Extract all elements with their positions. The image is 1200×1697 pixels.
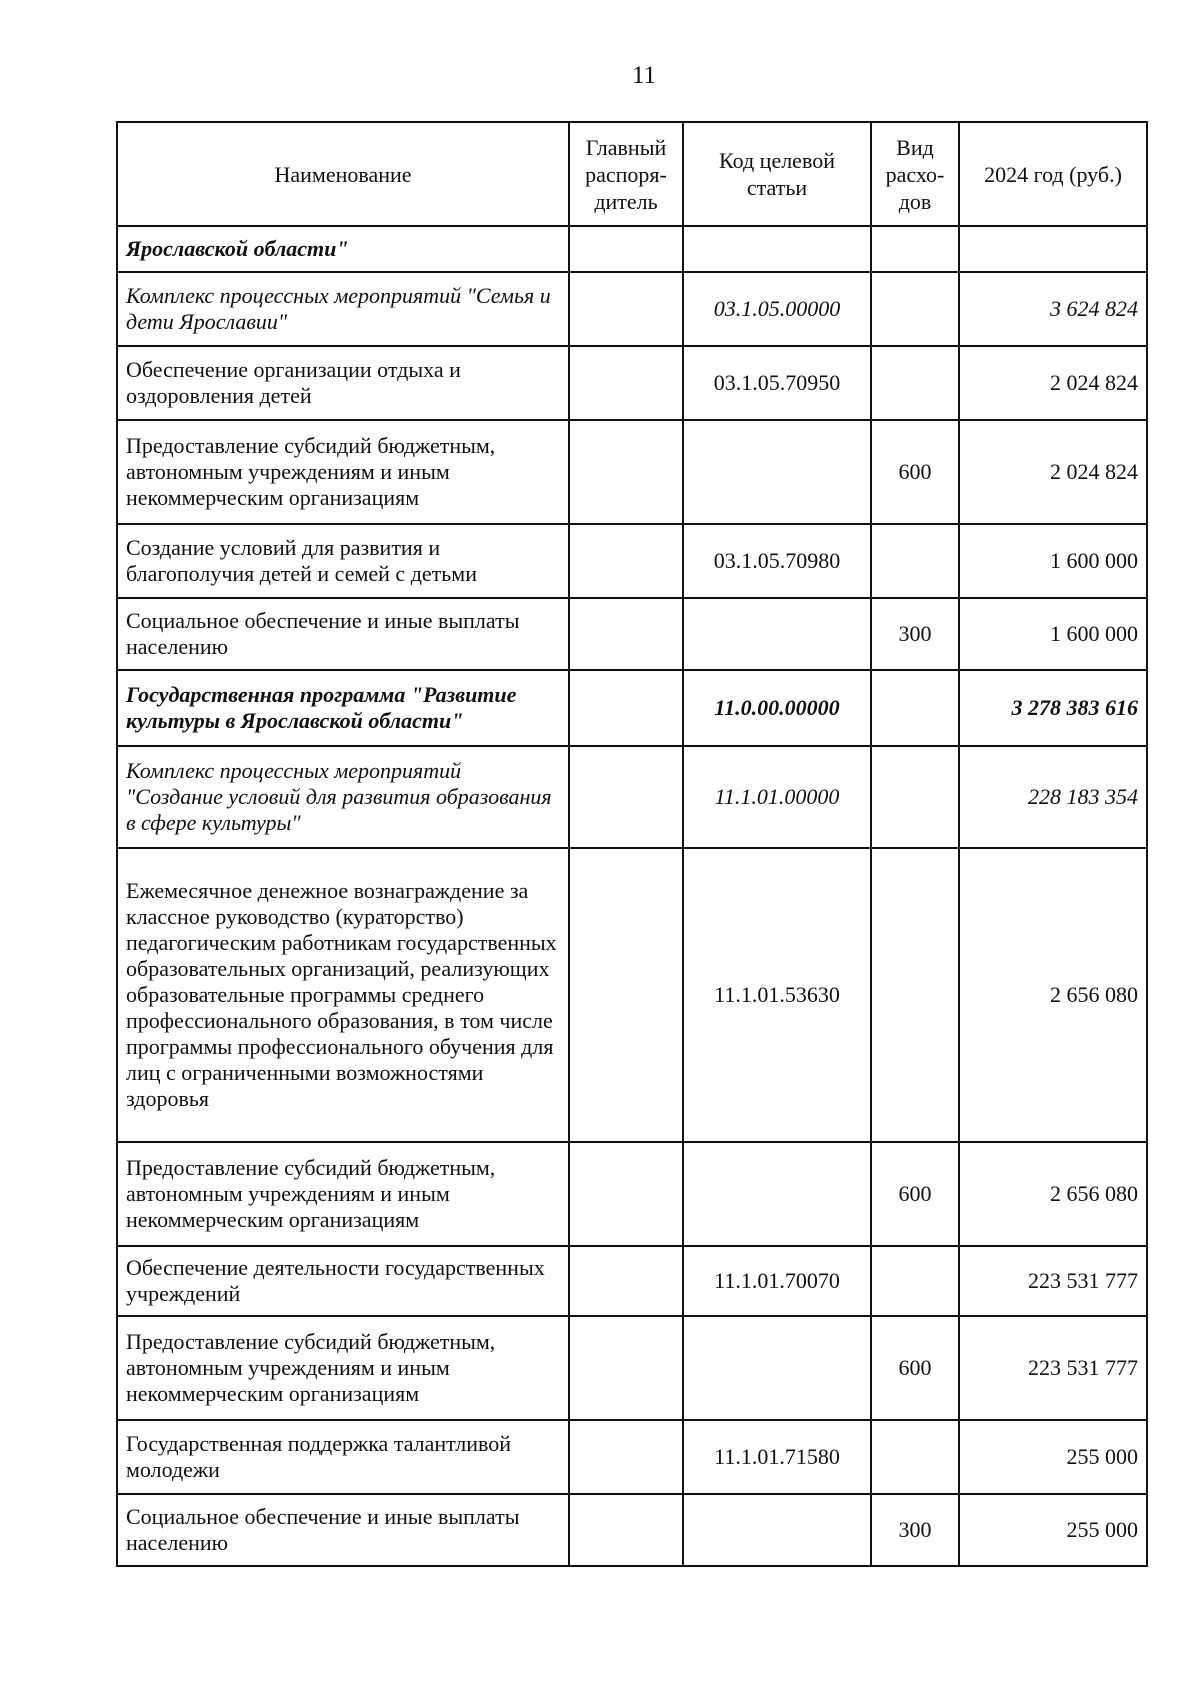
row-type xyxy=(871,226,959,272)
row-code xyxy=(683,1316,871,1420)
row-manager xyxy=(569,1142,683,1246)
row-amount: 228 183 354 xyxy=(959,746,1147,848)
row-code: 11.1.01.53630 xyxy=(683,848,871,1142)
header-manager: Главный распоря-дитель xyxy=(569,122,683,226)
row-name: Ежемесячное денежное вознаграждение за классное руководство (кураторство) педагогическим работникам государственных образовательных организаций, реализующих образовательные программы среднего профессионального образования, в том числе программы профессионального обучения для лиц с ограниченными возможностями здоровья xyxy=(117,848,569,1142)
row-amount: 1 600 000 xyxy=(959,524,1147,598)
table-row xyxy=(117,670,1147,746)
page-number: 11 xyxy=(631,62,657,89)
header-code: Код целевой статьи xyxy=(683,122,871,226)
row-code xyxy=(683,598,871,670)
row-name: Государственная поддержка талантливой молодежи xyxy=(117,1420,569,1494)
table-row xyxy=(117,746,1147,848)
row-code xyxy=(683,420,871,524)
row-name: Социальное обеспечение и иные выплаты населению xyxy=(117,598,569,670)
row-amount: 223 531 777 xyxy=(959,1246,1147,1316)
row-code: 11.0.00.00000 xyxy=(683,670,871,746)
row-amount: 3 624 824 xyxy=(959,272,1147,346)
row-amount: 2 656 080 xyxy=(959,1142,1147,1246)
row-type xyxy=(871,272,959,346)
row-type xyxy=(871,1420,959,1494)
row-code xyxy=(683,1494,871,1566)
row-type: 600 xyxy=(871,1142,959,1246)
row-type xyxy=(871,1246,959,1316)
row-code xyxy=(683,1142,871,1246)
table-row xyxy=(117,1246,1147,1316)
table-row xyxy=(117,1316,1147,1420)
row-amount: 2 024 824 xyxy=(959,420,1147,524)
row-name: Комплекс процессных мероприятий "Семья и дети Ярославии" xyxy=(117,272,569,346)
row-name: Обеспечение организации отдыха и оздоровления детей xyxy=(117,346,569,420)
table-row xyxy=(117,1494,1147,1566)
row-manager xyxy=(569,670,683,746)
table-row xyxy=(117,1142,1147,1246)
row-amount: 2 656 080 xyxy=(959,848,1147,1142)
row-amount: 255 000 xyxy=(959,1494,1147,1566)
row-name: Создание условий для развития и благополучия детей и семей с детьми xyxy=(117,524,569,598)
row-type xyxy=(871,746,959,848)
row-manager xyxy=(569,226,683,272)
table-row xyxy=(117,524,1147,598)
row-code: 03.1.05.70950 xyxy=(683,346,871,420)
row-amount: 3 278 383 616 xyxy=(959,670,1147,746)
row-amount: 255 000 xyxy=(959,1420,1147,1494)
row-type xyxy=(871,848,959,1142)
row-code: 11.1.01.00000 xyxy=(683,746,871,848)
table-row xyxy=(117,598,1147,670)
row-name: Ярославской области" xyxy=(117,226,569,272)
row-name: Государственная программа "Развитие культуры в Ярославской области" xyxy=(117,670,569,746)
table-row xyxy=(117,420,1147,524)
row-name: Комплекс процессных мероприятий "Создание условий для развития образования в сфере культуры" xyxy=(117,746,569,848)
row-code: 03.1.05.00000 xyxy=(683,272,871,346)
table-header-row xyxy=(117,122,1147,226)
row-manager xyxy=(569,272,683,346)
table-row xyxy=(117,1420,1147,1494)
row-manager xyxy=(569,346,683,420)
row-manager xyxy=(569,746,683,848)
row-code: 03.1.05.70980 xyxy=(683,524,871,598)
row-code: 11.1.01.70070 xyxy=(683,1246,871,1316)
row-type: 300 xyxy=(871,1494,959,1566)
row-type: 600 xyxy=(871,420,959,524)
row-manager xyxy=(569,420,683,524)
row-amount: 1 600 000 xyxy=(959,598,1147,670)
header-name: Наименование xyxy=(117,122,569,226)
table-row xyxy=(117,272,1147,346)
header-type: Вид расхо-дов xyxy=(871,122,959,226)
row-manager xyxy=(569,1494,683,1566)
row-manager xyxy=(569,848,683,1142)
row-manager xyxy=(569,1316,683,1420)
row-name: Предоставление субсидий бюджетным, автономным учреждениям и иным некоммерческим организациям xyxy=(117,1316,569,1420)
row-type xyxy=(871,346,959,420)
row-manager xyxy=(569,598,683,670)
row-manager xyxy=(569,524,683,598)
row-amount: 223 531 777 xyxy=(959,1316,1147,1420)
budget-table xyxy=(116,121,1148,1567)
row-type xyxy=(871,524,959,598)
row-manager xyxy=(569,1246,683,1316)
table-row xyxy=(117,848,1147,1142)
row-code: 11.1.01.71580 xyxy=(683,1420,871,1494)
table-row xyxy=(117,346,1147,420)
row-name: Социальное обеспечение и иные выплаты населению xyxy=(117,1494,569,1566)
row-name: Предоставление субсидий бюджетным, автономным учреждениям и иным некоммерческим организациям xyxy=(117,420,569,524)
row-type xyxy=(871,670,959,746)
row-name: Предоставление субсидий бюджетным, автономным учреждениям и иным некоммерческим организациям xyxy=(117,1142,569,1246)
row-type: 600 xyxy=(871,1316,959,1420)
header-amount: 2024 год (руб.) xyxy=(959,122,1147,226)
row-code xyxy=(683,226,871,272)
row-type: 300 xyxy=(871,598,959,670)
row-name: Обеспечение деятельности государственных учреждений xyxy=(117,1246,569,1316)
table-row xyxy=(117,226,1147,272)
row-amount xyxy=(959,226,1147,272)
row-amount: 2 024 824 xyxy=(959,346,1147,420)
row-manager xyxy=(569,1420,683,1494)
